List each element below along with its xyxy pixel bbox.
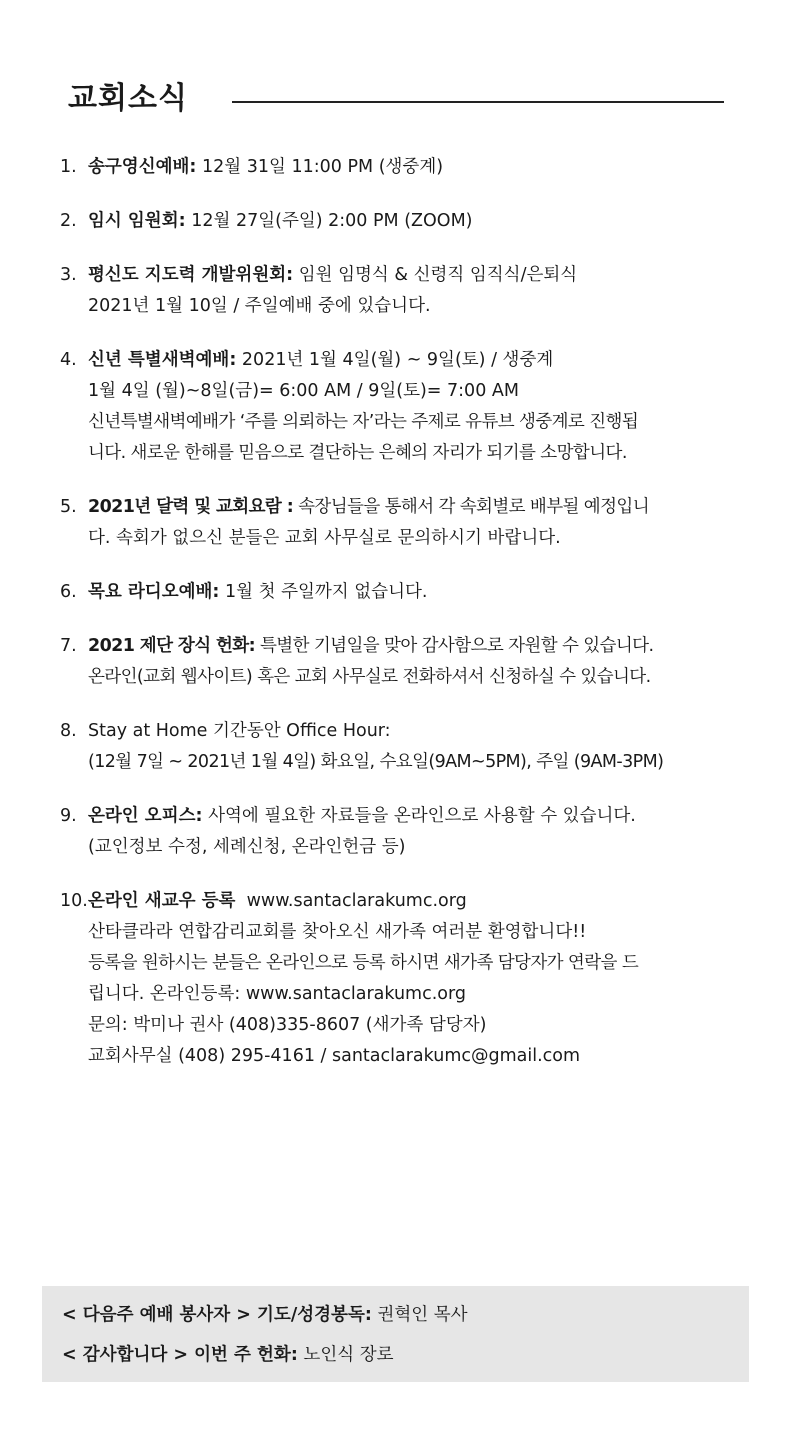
announcement-item-3	[60, 260, 750, 322]
item-text: (교인정보 수정, 세례신청, 온라인헌금 등)	[88, 837, 406, 857]
announcement-item-8	[60, 716, 750, 778]
item-text: 문의: 박미나 권사 (408)335-8607 (새가족 담당자)	[88, 1015, 487, 1035]
announcement-item-10	[60, 886, 750, 1072]
item-text: 등록을 원하시는 분들은 온라인으로 등록 하시면 새가족 담당자가 연락을 드	[88, 953, 639, 973]
item-number: 9.	[60, 806, 77, 826]
item-text: 속장님들을 통해서 각 속회별로 배부될 예정입니	[298, 497, 650, 517]
item-text: 립니다. 온라인등록: www.santaclarakumc.org	[88, 984, 466, 1004]
item-heading: 온라인 오피스:	[88, 806, 203, 826]
item-heading: 목요 라디오예배:	[88, 582, 220, 602]
website-text: www.santaclarakumc.org	[235, 891, 467, 911]
item-heading: 온라인 새교우 등록	[88, 891, 236, 911]
item-number: 5.	[60, 497, 77, 517]
item-text: 교회사무실 (408) 295-4161 / santaclarakumc@gmail.com	[88, 1046, 581, 1066]
item-text: 2021년 1월 4일(월) ~ 9일(토) / 생중계	[241, 350, 554, 370]
item-number: 3.	[60, 265, 77, 285]
item-text: 산타클라라 연합감리교회를 찾아오신 새가족 여러분 환영합니다!!	[88, 922, 587, 942]
item-heading: 신년 특별새벽예배:	[88, 350, 237, 370]
item-number: 7.	[60, 636, 77, 656]
item-heading: Stay at Home 기간동안 Office Hour:	[88, 721, 391, 741]
page-title: 교회소식	[68, 81, 188, 116]
item-text: 특별한 기념일을 맞아 감사함으로 자원할 수 있습니다.	[259, 636, 654, 656]
announcement-item-5	[60, 492, 750, 554]
announcement-item-9	[60, 801, 750, 863]
item-text: 니다. 새로운 한해를 믿음으로 결단하는 은혜의 자리가 되기를 소망합니다.	[88, 443, 627, 463]
item-text: 신년특별새벽예배가 ‘주를 의뢰하는 자’라는 주제로 유튜브 생중계로 진행됩	[88, 412, 639, 432]
item-number: 2.	[60, 211, 77, 231]
item-number: 8.	[60, 721, 77, 741]
title-divider	[232, 101, 724, 103]
item-text: 12월 31일 11:00 PM (생중계)	[202, 157, 444, 177]
item-text: 임원 임명식 & 신령직 임직식/은퇴식	[298, 265, 578, 285]
footer-heading: < 다음주 예배 봉사자 > 기도/성경봉독:	[62, 1305, 372, 1325]
announcement-item-1	[60, 152, 750, 183]
item-text: 12월 27일(주일) 2:00 PM (ZOOM)	[191, 211, 473, 231]
item-text: 사역에 필요한 자료들을 온라인으로 사용할 수 있습니다.	[208, 806, 636, 826]
item-number: 6.	[60, 582, 77, 602]
section-header	[68, 74, 724, 124]
announcement-item-2	[60, 206, 750, 237]
announcement-item-6	[60, 577, 750, 608]
item-number: 4.	[60, 350, 77, 370]
item-text: (12월 7일 ~ 2021년 1월 4일) 화요일, 수요일(9AM~5PM), 주일 (9AM-3PM)	[88, 752, 664, 772]
footer-heading: < 감사합니다 > 이번 주 헌화:	[62, 1345, 298, 1365]
footer-box	[42, 1286, 749, 1382]
item-number: 10.	[60, 891, 88, 911]
footer-row-volunteers	[62, 1300, 468, 1330]
footer-text: 노인식 장로	[303, 1345, 394, 1365]
item-heading: 임시 임원회:	[88, 211, 186, 231]
announcement-list	[60, 152, 750, 1095]
item-heading: 송구영신예배:	[88, 157, 197, 177]
item-heading: 평신도 지도력 개발위원회:	[88, 265, 294, 285]
footer-row-thanks	[62, 1340, 394, 1370]
item-text: 1월 첫 주일까지 없습니다.	[225, 582, 428, 602]
item-heading: 2021년 달력 및 교회요람 :	[88, 497, 294, 517]
item-text: 2021년 1월 10일 / 주일예배 중에 있습니다.	[88, 296, 431, 316]
item-text: 1월 4일 (월)~8일(금)= 6:00 AM / 9일(토)= 7:00 AM	[88, 381, 519, 401]
item-heading: 2021 제단 장식 헌화:	[88, 636, 256, 656]
footer-text: 권혁인 목사	[377, 1305, 468, 1325]
item-text: 온라인(교회 웹사이트) 혹은 교회 사무실로 전화하셔서 신청하실 수 있습니다.	[88, 667, 651, 687]
item-number: 1.	[60, 157, 77, 177]
item-text: 다. 속회가 없으신 분들은 교회 사무실로 문의하시기 바랍니다.	[88, 528, 561, 548]
announcement-item-7	[60, 631, 750, 693]
announcement-item-4	[60, 345, 750, 469]
